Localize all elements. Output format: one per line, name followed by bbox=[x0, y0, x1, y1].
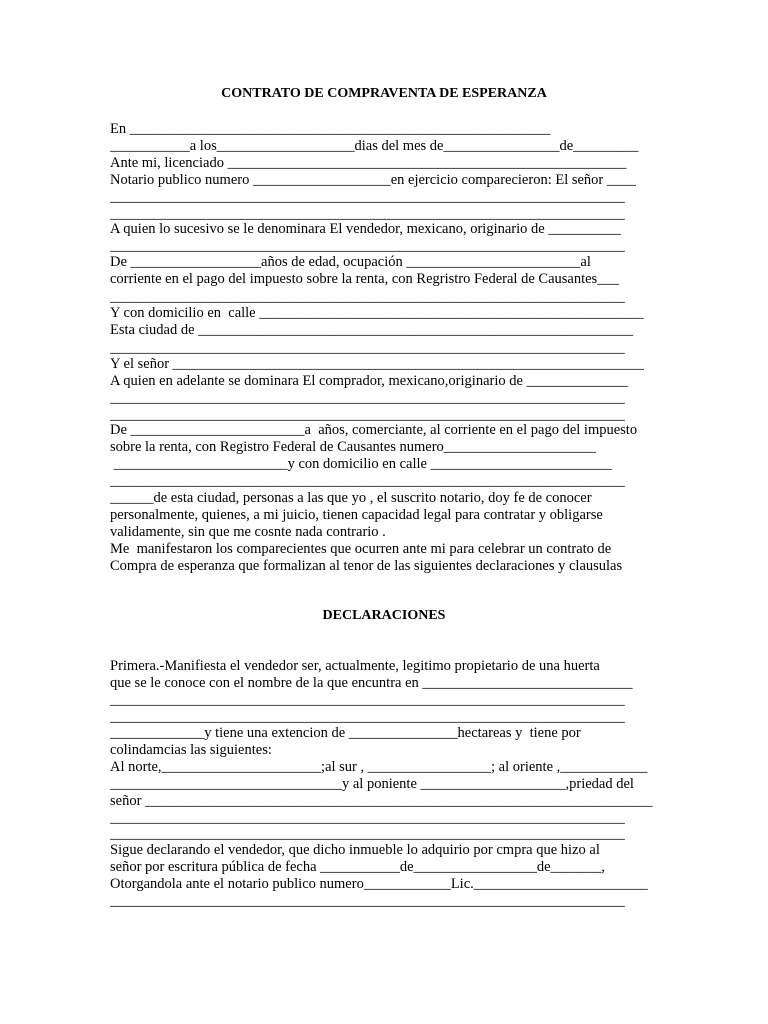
text-line: corriente en el pago del impuesto sobre la renta, con Regristro Federal de Causantes___ bbox=[110, 271, 619, 287]
text-line: validamente, sin que me cosnte nada contrario . bbox=[110, 524, 386, 540]
text-line: _______________________________________________________________________ bbox=[110, 692, 625, 708]
text-line: Otorgandola ante el notario publico numero____________Lic.________________________ bbox=[110, 876, 648, 892]
text-line: Notario publico numero ___________________en ejercicio comparecieron: El señor ____ bbox=[110, 172, 636, 188]
text-line: Y el señor _________________________________________________________________ bbox=[110, 356, 644, 372]
contract-title: CONTRATO DE COMPRAVENTA DE ESPERANZA bbox=[221, 86, 547, 101]
declarations-heading: DECLARACIONES bbox=[322, 608, 446, 623]
text-line: _______________________________________________________________________ bbox=[110, 709, 625, 725]
text-line: ___________a los___________________dias del mes de________________de_________ bbox=[110, 138, 639, 154]
text-line: _______________________________________________________________________ bbox=[110, 810, 625, 826]
text-line: _______________________________________________________________________ bbox=[110, 826, 625, 842]
text-line: Y con domicilio en calle _____________________________________________________ bbox=[110, 305, 644, 321]
text-line: De ________________________a años, comerciante, al corriente en el pago del impuesto bbox=[110, 422, 638, 438]
text-line: De __________________años de edad, ocupación ________________________al bbox=[110, 254, 591, 270]
text-line: Sigue declarando el vendedor, que dicho inmueble lo adquirio por cmpra que hizo al bbox=[110, 842, 600, 858]
text-line: Compra de esperanza que formalizan al tenor de las siguientes declaraciones y clausulas bbox=[110, 558, 623, 574]
text-line: Al norte,______________________;al sur , _________________; al oriente ,____________ bbox=[110, 759, 648, 775]
text-line: señor ______________________________________________________________________ bbox=[110, 793, 653, 809]
text-line: _______________________________________________________________________ bbox=[110, 893, 625, 909]
text-line: _______________________________________________________________________ bbox=[110, 407, 625, 423]
text-line: _______________________________________________________________________ bbox=[110, 289, 625, 305]
text-line: que se le conoce con el nombre de la que encuntra en _____________________________ bbox=[110, 675, 633, 691]
text-line: _____________y tiene una extencion de _______________hectareas y tiene por bbox=[110, 725, 581, 741]
text-line: personalmente, quienes, a mi juicio, tienen capacidad legal para contratar y obligarse bbox=[110, 507, 603, 523]
text-line: señor por escritura pública de fecha ___________de_________________de_______, bbox=[110, 859, 605, 875]
text-line: ________________________y con domicilio en calle _________________________ bbox=[110, 456, 612, 472]
text-line: ________________________________y al poniente ____________________,priedad del bbox=[110, 776, 634, 792]
text-line: A quien en adelante se dominara El comprador, mexicano,originario de ______________ bbox=[110, 373, 629, 389]
text-line: _______________________________________________________________________ bbox=[110, 189, 625, 205]
text-line: _______________________________________________________________________ bbox=[110, 238, 625, 254]
text-line: Primera.-Manifiesta el vendedor ser, actualmente, legitimo propietario de una huerta bbox=[110, 658, 600, 674]
text-line: _______________________________________________________________________ bbox=[110, 206, 625, 222]
text-line: colindamcias las siguientes: bbox=[110, 742, 272, 758]
text-line: Esta ciudad de ____________________________________________________________ bbox=[110, 322, 634, 338]
text-line: _______________________________________________________________________ bbox=[110, 473, 625, 489]
text-line: Me manifestaron los comparecientes que ocurren ante mi para celebrar un contrato de bbox=[110, 541, 612, 557]
text-line: ______de esta ciudad, personas a las que yo , el suscrito notario, doy fe de conocer bbox=[110, 490, 592, 506]
text-line: _______________________________________________________________________ bbox=[110, 340, 625, 356]
text-line: A quien lo sucesivo se le denominara El vendedor, mexicano, originario de __________ bbox=[110, 221, 621, 237]
text-line: En __________________________________________________________ bbox=[110, 121, 551, 137]
text-line: _______________________________________________________________________ bbox=[110, 390, 625, 406]
text-line: Ante mi, licenciado _______________________________________________________ bbox=[110, 155, 627, 171]
text-line: sobre la renta, con Registro Federal de Causantes numero_____________________ bbox=[110, 439, 597, 455]
